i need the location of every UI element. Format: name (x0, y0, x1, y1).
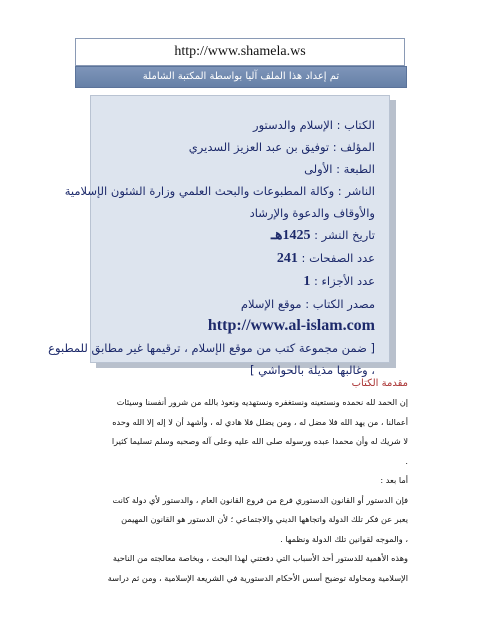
body-line: إن الحمد لله نحمده ونستعينه ونستغفره ونستهديه ونعوذ بالله من شرور أنفسنا وسيئات (116, 397, 408, 407)
book-source: مصدر الكتاب : موقع الإسلام (240, 297, 375, 311)
site-url[interactable]: http://www.shamela.ws (75, 38, 405, 66)
body-line: أما بعد : (380, 475, 408, 485)
body-line: ، والموجه لقوانين تلك الدولة ونظمها . (280, 533, 408, 544)
pages-label: عدد الصفحات : (301, 251, 375, 265)
body-line: الإسلامية ومحاولة توضيح أسس الأحكام الدستورية في الشريعة الإسلامية ، ومن ثم دراسة (107, 572, 408, 583)
book-note-line2: ، وغالبها مذيلة بالحواشي ] (249, 363, 375, 377)
book-parts (99, 270, 375, 293)
book-author: المؤلف : توفيق بن عبد العزيز السديري (188, 140, 375, 154)
body-line: . (405, 455, 408, 466)
book-publisher-line1: الناشر : وكالة المطبوعات والبحث العلمي وزارة الشئون الإسلامية (64, 184, 375, 198)
book-title: الكتاب : الإسلام والدستور (253, 118, 375, 132)
book-publisher-line2: والأوقاف والدعوة والإرشاد (249, 206, 375, 220)
section-title: مقدمة الكتاب (351, 378, 408, 389)
body-line: لا شريك له وأن محمدا عبده ورسوله صلى الله عليه وعلى آله وصحبه وسلم تسليما كثيرا (111, 436, 408, 446)
pages-value: 241 (276, 251, 298, 266)
body-text (68, 393, 408, 588)
book-info-card (48, 95, 390, 377)
body-line: وهذه الأهمية للدستور أحد الأسباب التي دفعتني لهذا البحث ، وبخاصة معالجته من الناحية (112, 553, 408, 563)
parts-value: 1 (303, 274, 311, 289)
body-line: أعمالنا ، من يهد الله فلا مضل له ، ومن يضلل فلا هادي له ، وأشهد أن لا إله إلا الله وحده (112, 416, 408, 427)
body-line: فإن الدستور أو القانون الدستوري فرع من فروع القانون العام ، والدستور لأي دولة كانت (112, 494, 408, 505)
book-note-line1: [ ضمن مجموعة كتب من موقع الإسلام ، ترقيمها غير مطابق للمطبوع (48, 341, 375, 355)
generated-banner: تم إعداد هذا الملف آليا بواسطة المكتبة الشاملة (75, 66, 407, 88)
source-url-link[interactable]: http://www.al-islam.com (207, 317, 375, 334)
book-pub-date (99, 224, 375, 247)
body-line: يعبر عن فكر تلك الدولة واتجاهها الديني والاجتماعي ؛ لأن الدستور هو القانون المهيمن (121, 514, 408, 524)
pub-date-value: 1425هـ (271, 228, 311, 243)
book-pages (99, 247, 375, 270)
book-edition: الطبعة : الأولى (304, 162, 375, 176)
pub-date-label: تاريخ النشر : (314, 228, 375, 242)
parts-label: عدد الأجزاء : (313, 274, 375, 288)
